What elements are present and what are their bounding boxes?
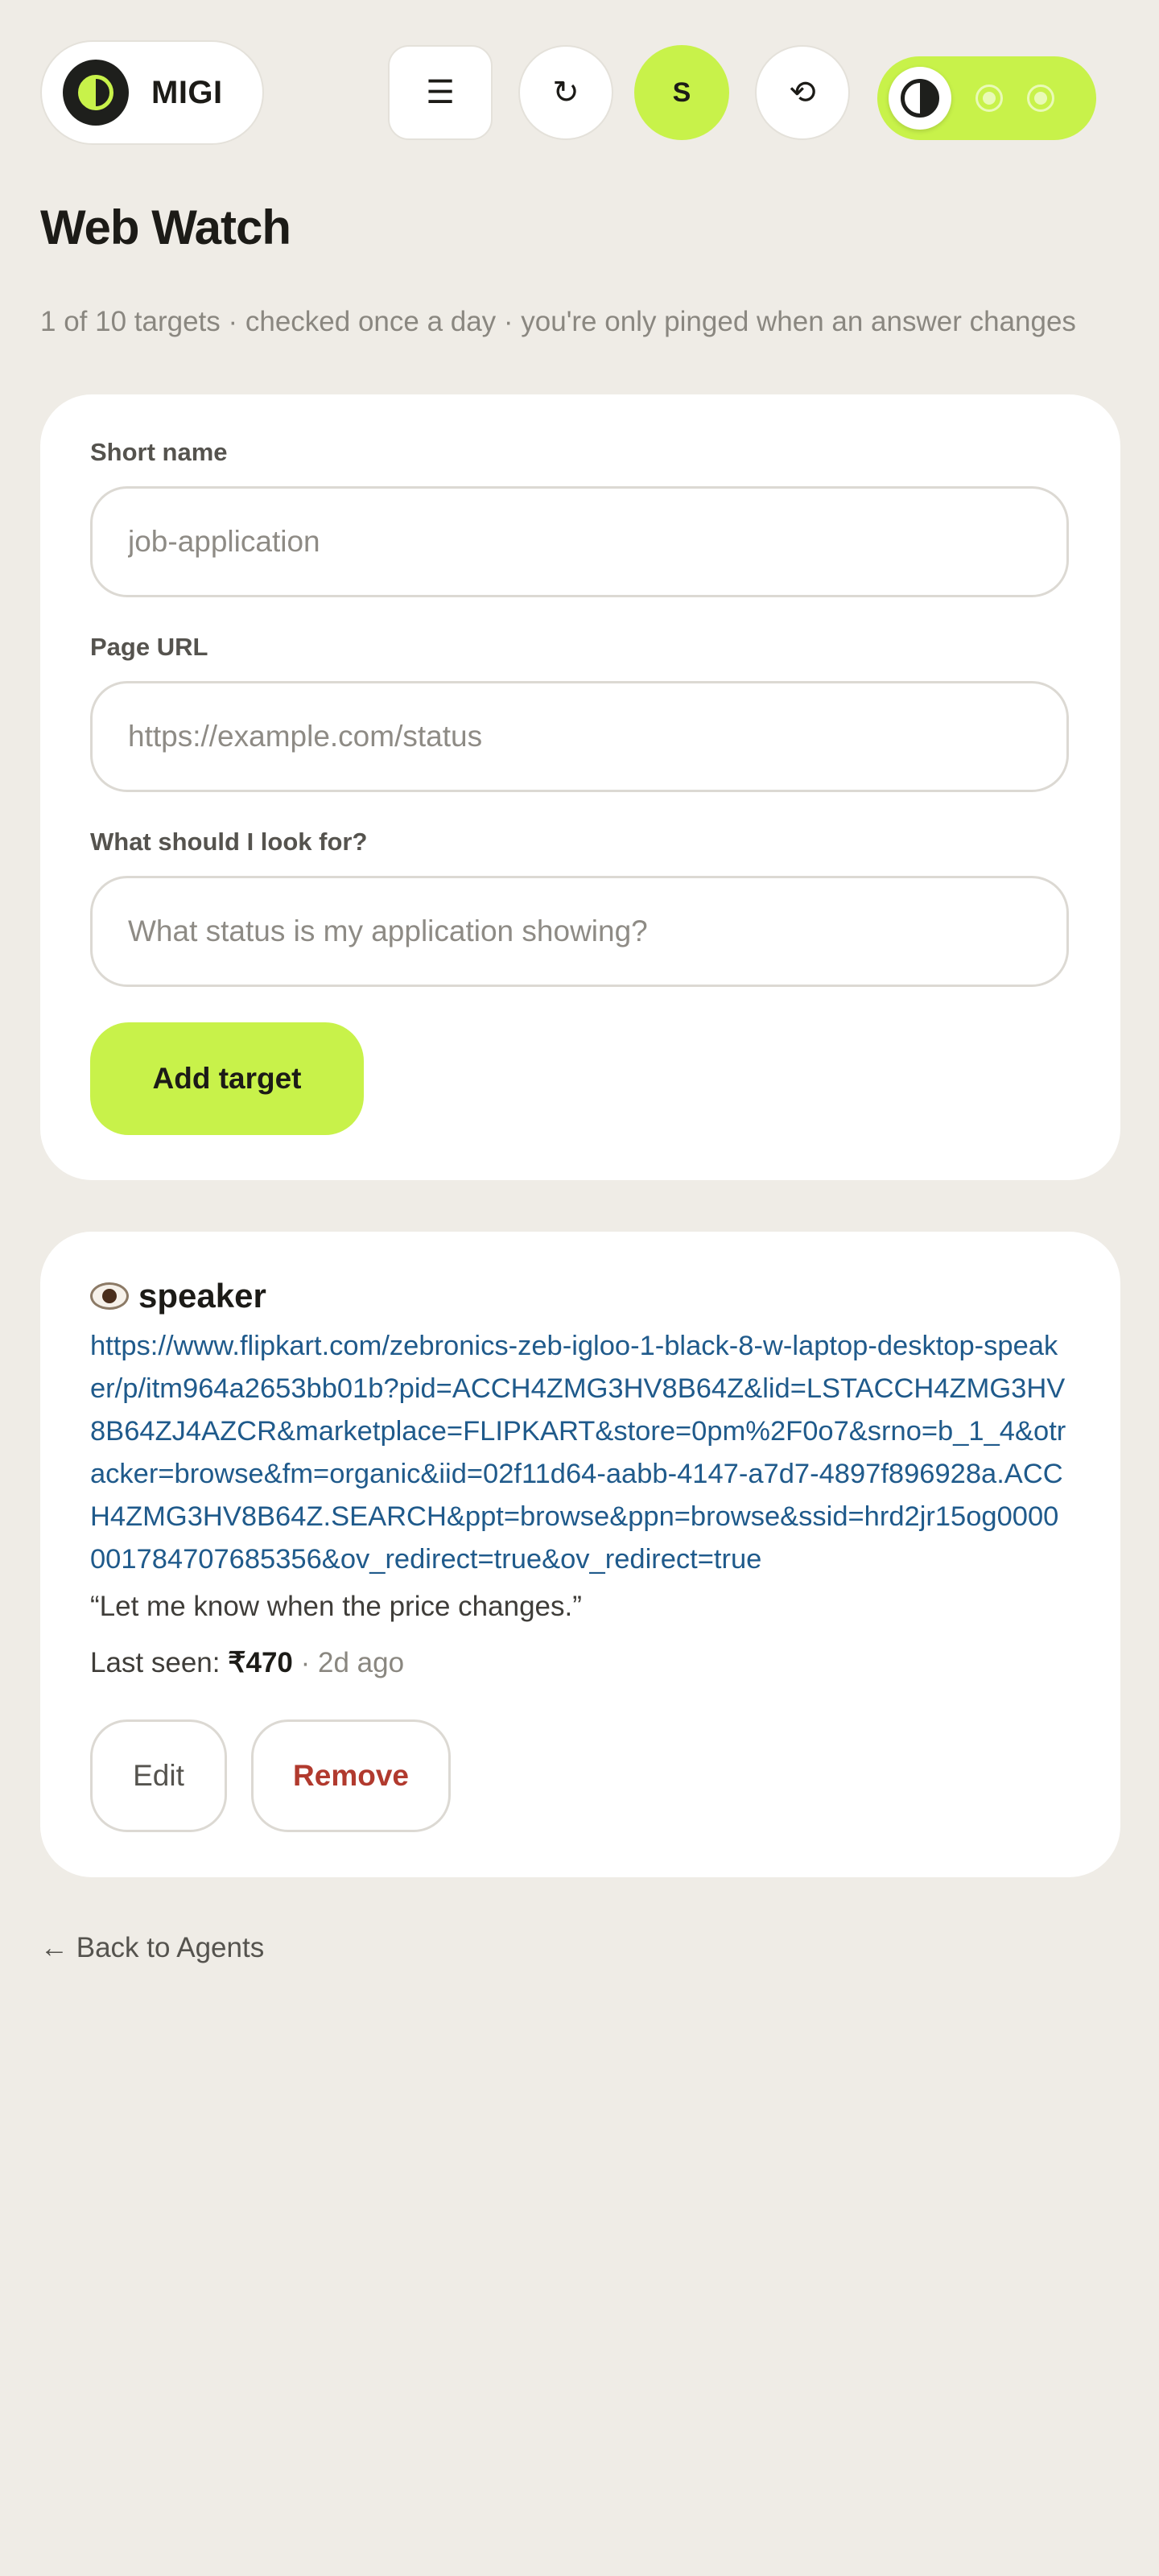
- target-card: [40, 1232, 1120, 1877]
- sun-icon[interactable]: [975, 85, 1003, 112]
- menu-button[interactable]: [388, 45, 493, 140]
- last-seen-ago: · 2d ago: [300, 1647, 405, 1678]
- refresh-icon: ↻: [552, 75, 580, 110]
- contrast-icon: [889, 67, 951, 130]
- add-target-form: [40, 394, 1120, 1180]
- short-name-input[interactable]: [90, 486, 1069, 597]
- avatar-initial: S: [672, 76, 691, 108]
- target-name: speaker: [138, 1277, 266, 1315]
- question-label: What should I look for?: [90, 828, 368, 856]
- page-title: Web Watch: [40, 200, 291, 254]
- edit-button[interactable]: Edit: [90, 1719, 227, 1832]
- last-seen-value: ₹470: [228, 1647, 293, 1678]
- remove-button[interactable]: Remove: [251, 1719, 451, 1832]
- hamburger-icon: ☰: [426, 75, 455, 110]
- last-seen-label: Last seen:: [90, 1647, 221, 1678]
- history-icon: ⟲: [789, 75, 816, 110]
- target-question: “Let me know when the price changes.”: [90, 1591, 582, 1622]
- page-url-label: Page URL: [90, 633, 208, 661]
- refresh-button[interactable]: [518, 45, 613, 140]
- back-to-agents-link[interactable]: ← Back to Agents: [40, 1932, 265, 1963]
- migi-logo-icon: [63, 60, 129, 126]
- eye-icon: [90, 1282, 129, 1310]
- page-subtitle: 1 of 10 targets · checked once a day · you're only pinged when an answer changes: [40, 306, 1076, 337]
- theme-toggle[interactable]: [877, 56, 1096, 140]
- brand-pill[interactable]: [40, 40, 264, 145]
- last-seen: [90, 1647, 404, 1679]
- target-circle-icon[interactable]: [1027, 85, 1054, 112]
- target-header: [90, 1277, 266, 1315]
- question-input[interactable]: [90, 876, 1069, 987]
- history-button[interactable]: [755, 45, 850, 140]
- short-name-label: Short name: [90, 438, 228, 466]
- brand-name: MIGI: [151, 74, 223, 110]
- target-url-link[interactable]: https://www.flipkart.com/zebronics-zeb-igloo-1-black-8-w-laptop-desktop-speaker/p/itm964a2653bb01b?pid=ACCH4ZMG3HV8B64Z&lid=LSTACCH4ZMG3HV8B64ZJ4AZCR&marketplace=FLIPKART&store=0pm%2F0o7&srno=b_1_4&otracker=browse&fm=organic&iid=02f11d64-aabb-4147-a7d7-4897f896928a.ACCH4ZMG3HV8B64Z.SEARCH&ppt=browse&ppn=browse&ssid=hrd2jr15og0000001784707685356&ov_redirect=true&ov_redirect=true: [90, 1331, 1066, 1575]
- top-bar: [40, 40, 1096, 145]
- add-target-button[interactable]: Add target: [90, 1022, 364, 1135]
- avatar-button[interactable]: [634, 45, 729, 140]
- page-url-input[interactable]: [90, 681, 1069, 792]
